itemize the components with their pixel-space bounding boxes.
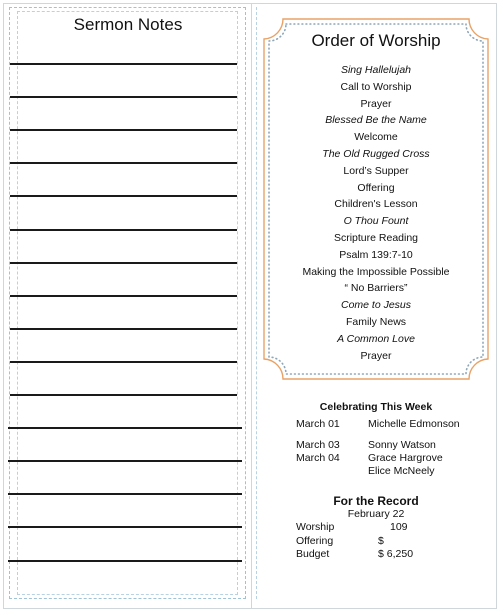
worship-item: Prayer: [360, 97, 392, 110]
order-of-worship-title: Order of Worship: [311, 31, 441, 50]
celebrating-date: March 04: [296, 452, 340, 464]
record-label: Budget: [296, 548, 330, 560]
worship-item: Children's Lesson: [334, 198, 418, 211]
note-line: [10, 63, 237, 65]
record-value: 109: [390, 521, 408, 533]
worship-item: Blessed Be the Name: [325, 114, 427, 127]
note-line: [8, 526, 242, 528]
note-line: [10, 328, 237, 330]
fold-line: [251, 3, 252, 609]
worship-item: Call to Worship: [340, 80, 412, 93]
note-line: [10, 162, 237, 164]
record-title: For the Record: [333, 494, 419, 508]
worship-item: Offering: [357, 181, 395, 194]
note-line: [10, 361, 237, 363]
right-panel-guide: [256, 7, 257, 599]
record-label: Offering: [296, 534, 334, 547]
worship-item: The Old Rugged Cross: [322, 147, 430, 160]
note-line: [10, 295, 237, 297]
notes-text-guide: [17, 11, 238, 595]
celebrating-title: Celebrating This Week: [319, 401, 433, 413]
celebrating-date: March 03: [296, 439, 340, 451]
worship-item: Welcome: [354, 131, 398, 144]
note-line: [8, 560, 242, 562]
note-line: [8, 460, 242, 462]
order-of-worship-box: [263, 18, 489, 380]
note-line: [10, 96, 237, 98]
record-value: $ 6,250: [378, 548, 414, 560]
worship-item: Psalm 139:7-10: [339, 248, 413, 261]
worship-item: Sing Hallelujah: [340, 64, 412, 76]
celebrating-name: Elice McNeely: [368, 465, 435, 477]
note-line: [10, 394, 237, 396]
worship-item: Lord’s Supper: [343, 164, 409, 177]
celebrating-name: Grace Hargrove: [368, 452, 443, 464]
celebrating-name: Michelle Edmonson: [368, 418, 460, 430]
record-value: $: [378, 534, 384, 547]
record-label: Worship: [296, 521, 335, 533]
worship-item: Come to Jesus: [340, 299, 412, 312]
note-line: [10, 195, 237, 197]
note-line: [8, 427, 242, 429]
worship-items-list: [263, 62, 489, 364]
celebrating-date: March 01: [296, 418, 340, 430]
worship-item: Making the Impossible Possible: [302, 265, 450, 278]
note-line: [10, 229, 237, 231]
sermon-notes-title: Sermon Notes: [73, 15, 183, 34]
worship-item: Family News: [345, 315, 407, 328]
note-line: [10, 129, 237, 131]
worship-item: Scripture Reading: [333, 231, 419, 244]
worship-item: A Common Love: [337, 332, 415, 345]
worship-item: “ No Barriers”: [344, 282, 408, 295]
note-line: [8, 493, 242, 495]
worship-item: O Thou Fount: [343, 215, 409, 228]
celebrating-name: Sonny Watson: [368, 439, 436, 451]
worship-item: Prayer: [360, 349, 392, 362]
record-date: February 22: [347, 508, 405, 520]
note-line: [10, 262, 237, 264]
